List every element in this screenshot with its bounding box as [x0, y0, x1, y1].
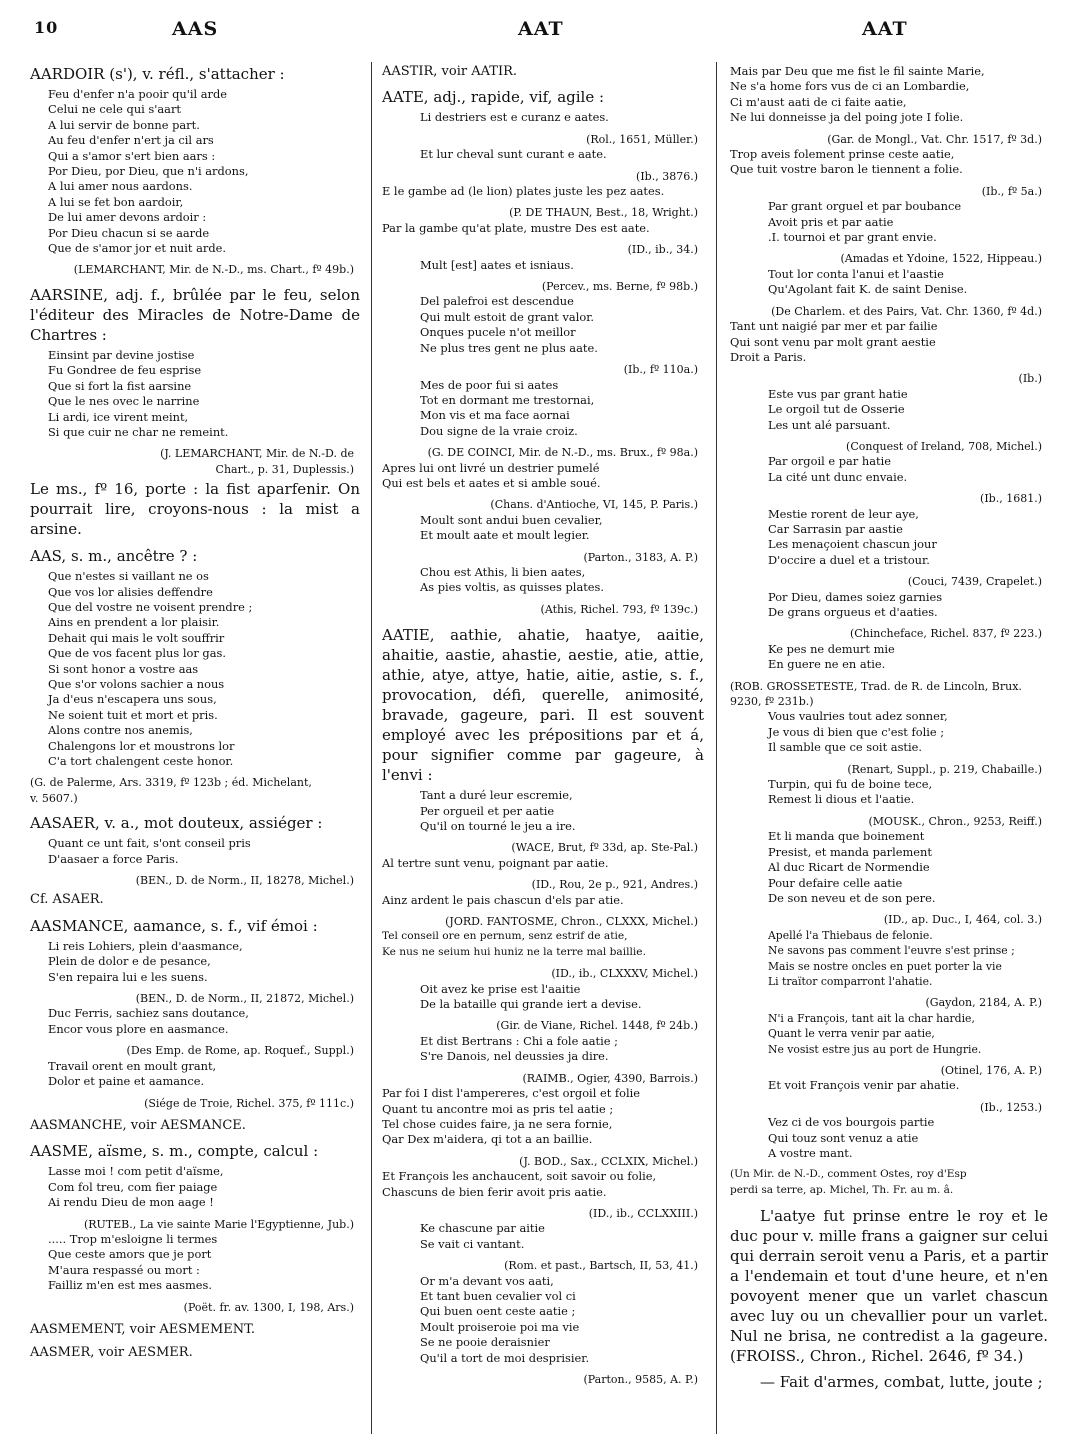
quotation: ..... Trop m'esloigne li termes Que ceste amors que je port M'aura respassé ou mort : Failliz m'en est mes aasmes.	[48, 1231, 218, 1293]
quotation: Mult [est] aates et isniaus.	[420, 257, 574, 272]
quotation: Tant a duré leur escremie, Per orgueil et per aatie Qu'il on tourné le jeu a ire.	[420, 788, 576, 833]
citation: (Rom. et past., Bartsch, II, 53, 41.)	[504, 1259, 698, 1273]
quotation: Ainz ardent le pais chascun d'els par atie.	[382, 892, 624, 907]
cross-reference: AASMANCHE, voir AESMANCE.	[30, 1117, 246, 1133]
citation: (ID., Rou, 2e p., 921, Andres.)	[531, 878, 698, 892]
quotation: Del palefroi est descendue Qui mult estoit de grant valor. Onques pucele n'ot meillor Ne plus tres gent ne plus aate.	[420, 294, 598, 355]
citation: (Des Emp. de Rome, ap. Roquef., Suppl.)	[126, 1044, 354, 1058]
column-left	[30, 64, 360, 1369]
column-rule	[371, 62, 372, 1434]
cross-reference: Cf. ASAER.	[30, 892, 104, 908]
quotation: Ke pes ne demurt mie En guere ne en atie.	[768, 641, 895, 672]
entry-headword: AARSINE, adj. f., brûlée par le feu, selon l'éditeur des Miracles de Notre-Dame de Chartres :	[30, 285, 360, 344]
entry-headword: AATE, adj., rapide, vif, agile :	[382, 88, 605, 107]
quotation: Par foi I dist l'ampereres, c'est orgoil et folie Quant tu ancontre moi as pris tel aatie ; Tel chose cuides faire, ja ne sera fornie, Qar Dex m'aidera, qi tot a an baillie.	[382, 1086, 640, 1147]
citation: (BEN., D. de Norm., II, 21872, Michel.)	[135, 992, 354, 1006]
quotation: Mestie rorent de leur aye, Car Sarrasin par aastie Les menaçoient chascun jour D'occire a duel et a tristour.	[768, 506, 937, 567]
entry-headword: AASMANCE, aamance, s. f., vif émoi :	[30, 916, 318, 935]
entry-aardoir	[30, 64, 360, 278]
quotation: Tel conseil ore en pernum, senz estrif de atie, Ke nus ne seium hui huniz ne la terre mal baillie.	[382, 930, 646, 958]
citation: (Chans. d'Antioche, VI, 145, P. Paris.)	[490, 498, 698, 512]
quotation: Ke chascune par aitie Se vait ci vantant.	[420, 1221, 545, 1251]
quotation: Et lur cheval sunt curant e aate.	[420, 147, 607, 162]
citation: (Siége de Troie, Richel. 375, fº 111c.)	[144, 1096, 354, 1110]
quotation: Moult sont andui buen cevalier, Et moult aate et moult legier.	[420, 512, 603, 543]
citation: (Ib., fº 5a.)	[981, 184, 1042, 198]
citation: (Ib., 1681.)	[980, 492, 1042, 506]
citation: (Poët. fr. av. 1300, I, 198, Ars.)	[183, 1300, 354, 1314]
quotation: Chou est Athis, li bien aates, As pies voltis, as quisses plates.	[420, 564, 605, 595]
quotation: Einsint par devine jostise Fu Gondree de feu esprise Que si fort la fist aarsine Que le nes ovec le narrine Li ardi, ice virent meint, Si que cuir ne char ne remeint.	[48, 347, 229, 439]
header-left-word: AAS	[172, 18, 219, 40]
commentary: — Fait d'armes, combat, lutte, joute ;	[760, 1373, 1043, 1392]
citation: (Gir. de Viane, Richel. 1448, fº 24b.)	[496, 1019, 698, 1033]
quotation: Et François les anchaucent, soit savoir ou folie, Chascuns de bien ferir avoit pris aatie.	[382, 1169, 657, 1199]
quotation: Par grant orguel et par boubance Avoit pris et par aatie .I. tournoi et par grant envie.	[768, 199, 962, 245]
entry-headword: AARDOIR (s'), v. réfl., s'attacher :	[30, 65, 285, 83]
entry-aasme	[30, 1141, 360, 1315]
quotation: Vous vaulries tout adez sonner, Je vous di bien que c'est folie ; Il samble que ce soit astie.	[768, 709, 948, 755]
citation: (RAIMB., Ogier, 4390, Barrois.)	[522, 1071, 698, 1085]
quotation: Or m'a devant vos aati, Et tant buen cevalier vol ci Qui buen oent ceste aatie ; Moult proiseroie poi ma vie Se ne pooie deraisnier Qu'il a tort de moi desprisier.	[420, 1273, 590, 1365]
citation: (Ib., 1253.)	[980, 1100, 1042, 1114]
citation: (Rol., 1651, Müller.)	[586, 132, 698, 146]
citation: (BEN., D. de Norm., II, 18278, Michel.)	[135, 874, 354, 888]
citation: (Parton., 9585, A. P.)	[583, 1373, 698, 1386]
column-middle	[382, 64, 704, 1387]
quotation: Li reis Lohiers, plein d'aasmance, Plein de dolor e de pesance, S'en repaira lui e les suens.	[48, 938, 243, 984]
entry-headword: AASAER, v. a., mot douteux, assiéger :	[30, 814, 323, 833]
page-header	[0, 18, 1078, 48]
citation: (ID., ib., 34.)	[627, 243, 698, 257]
cross-reference: AASTIR, voir AATIR.	[382, 64, 518, 79]
entry-aasmance	[30, 916, 360, 1111]
citation: (Conquest of Ireland, 708, Michel.)	[846, 439, 1042, 453]
cross-reference: AASMER, voir AESMER.	[30, 1345, 193, 1361]
citation: (ID., ib., CLXXXV, Michel.)	[551, 967, 698, 981]
citation: (Couci, 7439, Crapelet.)	[907, 575, 1042, 589]
citation: (Athis, Richel. 793, fº 139c.)	[540, 602, 698, 616]
entry-aasaer	[30, 813, 360, 908]
entry-headword: AASME, aïsme, s. m., compte, calcul :	[30, 1142, 319, 1161]
citation: (J. LEMARCHANT, Mir. de N.-D. de Chart., p. 31, Duplessis.)	[160, 447, 354, 476]
citation: (De Charlem. et des Pairs, Vat. Chr. 1360, fº 4d.)	[771, 304, 1042, 318]
citation: (MOUSK., Chron., 9253, Reiff.)	[868, 814, 1042, 828]
citation: (WACE, Brut, fº 33d, ap. Ste-Pal.)	[511, 841, 698, 855]
quotation: Tant unt naigié par mer et par failie Qui sont venu par molt grant aestie Droit a Paris.	[730, 319, 938, 364]
citation: (LEMARCHANT, Mir. de N.-D., ms. Chart., fº 49b.)	[73, 263, 354, 277]
quotation: Al tertre sunt venu, poignant par aatie.	[382, 855, 609, 870]
citation: (Parton., 3183, A. P.)	[583, 550, 698, 564]
quotation: Trop aveis folement prinse ceste aatie, Que tuit vostre baron le tiennent a folie.	[730, 147, 963, 177]
quotation: Travail orent en moult grant, Dolor et paine et aamance.	[48, 1058, 217, 1089]
page-number: 10	[34, 18, 59, 37]
citation: (Percev., ms. Berne, fº 98b.)	[541, 280, 698, 294]
quotation: E le gambe ad (le lion) plates juste les pez aates.	[382, 184, 665, 199]
commentary: L'aatye fut prinse entre le roy et le duc pour v. mille frans a gaigner sur celui qui derrain seroit venu a Paris, et a partir a l'endemain et tout d'une heure, et n'en povoyent mener que un varlet chascun avec luy ou un chevallier pour un varlet. Nul ne brisa, ne contredist a la gageure. (FROISS., Chron., Richel. 2646, fº 34.)	[730, 1207, 1048, 1366]
quotation: Et voit François venir par ahatie.	[768, 1078, 960, 1093]
citation: (Gaydon, 2184, A. P.)	[925, 996, 1042, 1010]
quotation: Duc Ferris, sachiez sans doutance, Encor vous plore en aasmance.	[48, 1006, 249, 1036]
quotation: Et dist Bertrans : Chi a fole aatie ; S're Danois, nel deussies ja dire.	[420, 1033, 618, 1064]
quotation: N'i a François, tant ait la char hardie, Quant le verra venir par aatie, Ne vosist estre jus au port de Hungrie.	[768, 1011, 982, 1056]
entry-aas	[30, 546, 360, 806]
citation: (Un Mir. de N.-D., comment Ostes, roy d'Esp perdi sa terre, ap. Michel, Th. Fr. au m. â.	[730, 1168, 967, 1196]
quotation: Mais par Deu que me fist le fil sainte Marie, Ne s'a home fors vus de ci an Lombardie, Ci m'aust aati de ci faite aatie, Ne lui donneisse ja del poing jote I folie.	[730, 64, 985, 125]
entry-headword: AAS, s. m., ancêtre ? :	[30, 547, 198, 566]
quotation: Apellé l'a Thiebaus de felonie. Ne savons pas comment l'euvre s'est prinse ; Mais se nostre oncles en puet porter la vie Li traïtor comparront l'ahatie.	[768, 928, 1015, 988]
quotation: Oit avez ke prise est l'aaitie De la bataille qui grande iert a devise.	[420, 981, 642, 1012]
citation: (ROB. GROSSETESTE, Trad. de R. de Lincoln, Brux. 9230, fº 231b.)	[730, 679, 1022, 709]
citation: (Ib., fº 110a.)	[623, 363, 698, 377]
citation: (P. DE THAUN, Best., 18, Wright.)	[509, 206, 698, 220]
quotation: Tout lor conta l'anui et l'aastie Qu'Agolant fait K. de saint Denise.	[768, 266, 968, 297]
citation: (Ib., 3876.)	[636, 169, 698, 183]
citation: (ID., ap. Duc., I, 464, col. 3.)	[883, 913, 1042, 927]
entry-headword: AATIE, aathie, ahatie, haatye, aaitie, ahaitie, aastie, ahastie, aestie, atie, attie, athie, atye, attye, hatie, aitie, astie, s. f., provocation, défi, querelle, animosité, bravade, gageure, pari. Il est souvent employé avec les prépositions par et á, pour signifier comme par gageure, à l'envi :	[382, 626, 704, 785]
quotation: Et li manda que boinement Presist, et manda parlement Al duc Ricart de Normendie Pour defaire celle aatie De son neveu et de son pere.	[768, 829, 936, 905]
citation: (J. BOD., Sax., CCLXIX, Michel.)	[519, 1154, 698, 1168]
quotation: Feu d'enfer n'a pooir qu'il arde Celui ne cele qui s'aart A lui servir de bonne part. Au feu d'enfer n'ert ja cil ars Qui a s'amor s'ert bien aars : Por Dieu, por Dieu, que n'i ardons, A lui amer nous aardons. A lui se fet bon aardoir, De lui amer devons ardoir : Por Dieu chacun si se aarde Que de s'amor jor et nuit arde.	[48, 87, 249, 256]
citation: (G. de Palerme, Ars. 3319, fº 123b ; éd. Michelant, v. 5607.)	[30, 776, 312, 805]
quotation: Este vus par grant hatie Le orgoil tut de Osserie Les unt alé parsuant.	[768, 386, 908, 432]
quotation: Quant ce unt fait, s'ont conseil pris D'aasaer a force Paris.	[48, 836, 251, 866]
citation: (ID., ib., CCLXXIII.)	[588, 1206, 698, 1220]
cross-reference: AASMEMENT, voir AESMEMENT.	[30, 1321, 256, 1337]
quotation: Lasse moi ! com petit d'aïsme, Com fol treu, com fier paiage Ai rendu Dieu de mon aage !	[48, 1164, 224, 1210]
column-right	[730, 64, 1048, 1398]
citation: (G. DE COINCI, Mir. de N.-D., ms. Brux., fº 98a.)	[427, 446, 698, 460]
citation: (Amadas et Ydoine, 1522, Hippeau.)	[840, 252, 1042, 266]
quotation: Mes de poor fui si aates Tot en dormant me trestornai, Mon vis et ma face aornai Dou signe de la vraie croiz.	[420, 377, 595, 438]
citation: (JORD. FANTOSME, Chron., CLXXX, Michel.)	[445, 915, 698, 929]
quotation: Par la gambe qu'at plate, mustre Des est aate.	[382, 220, 650, 235]
entry-aarsine	[30, 285, 360, 539]
quotation: Que n'estes si vaillant ne os Que vos lor alisies deffendre Que del vostre ne voisent prendre ; Ains en prendent a lor plaisir. Dehait qui mais le volt souffrir Que de vos facent plus lor gas. Si sont honor a vostre aas Que s'or volons sachier a nous Ja d'eus n'escapera uns sous, Ne soient tuit et mort et pris. Alons contre nos anemis, Chalengons lor et moustrons lor C'a tort chalengent ceste honor.	[48, 569, 253, 768]
quotation: Par orgoil e par hatie La cité unt dunc envaie.	[768, 454, 908, 484]
citation: (RUTEB., La vie sainte Marie l'Egyptienne, Jub.)	[83, 1217, 354, 1231]
citation: (Gar. de Mongl., Vat. Chr. 1517, fº 3d.)	[827, 132, 1042, 146]
citation: (Otinel, 176, A. P.)	[940, 1063, 1042, 1077]
quotation: Apres lui ont livré un destrier pumelé Qui est bels et aates et si amble soué.	[382, 460, 601, 490]
quotation: Vez ci de vos bourgois partie Qui touz sont venuz a atie A vostre mant.	[768, 1115, 935, 1160]
quotation: Turpin, qui fu de boine tece, Remest li dious et l'aatie.	[768, 777, 933, 807]
citation: (Ib.)	[1018, 372, 1042, 386]
citation: (Renart, Suppl., p. 219, Chabaille.)	[847, 762, 1042, 776]
header-right-word: AAT	[862, 18, 908, 40]
citation: (Chincheface, Richel. 837, fº 223.)	[849, 627, 1042, 641]
quotation: Li destriers est e curanz e aates.	[420, 110, 609, 125]
header-center-word: AAT	[518, 18, 564, 40]
commentary: Le ms., fº 16, porte : la fist aparfenir. On pourrait lire, croyons-nous : la mist a arsine.	[30, 480, 360, 539]
quotation: Por Dieu, dames soiez garnies De grans orgueus et d'aaties.	[768, 589, 943, 619]
column-rule	[716, 62, 717, 1434]
